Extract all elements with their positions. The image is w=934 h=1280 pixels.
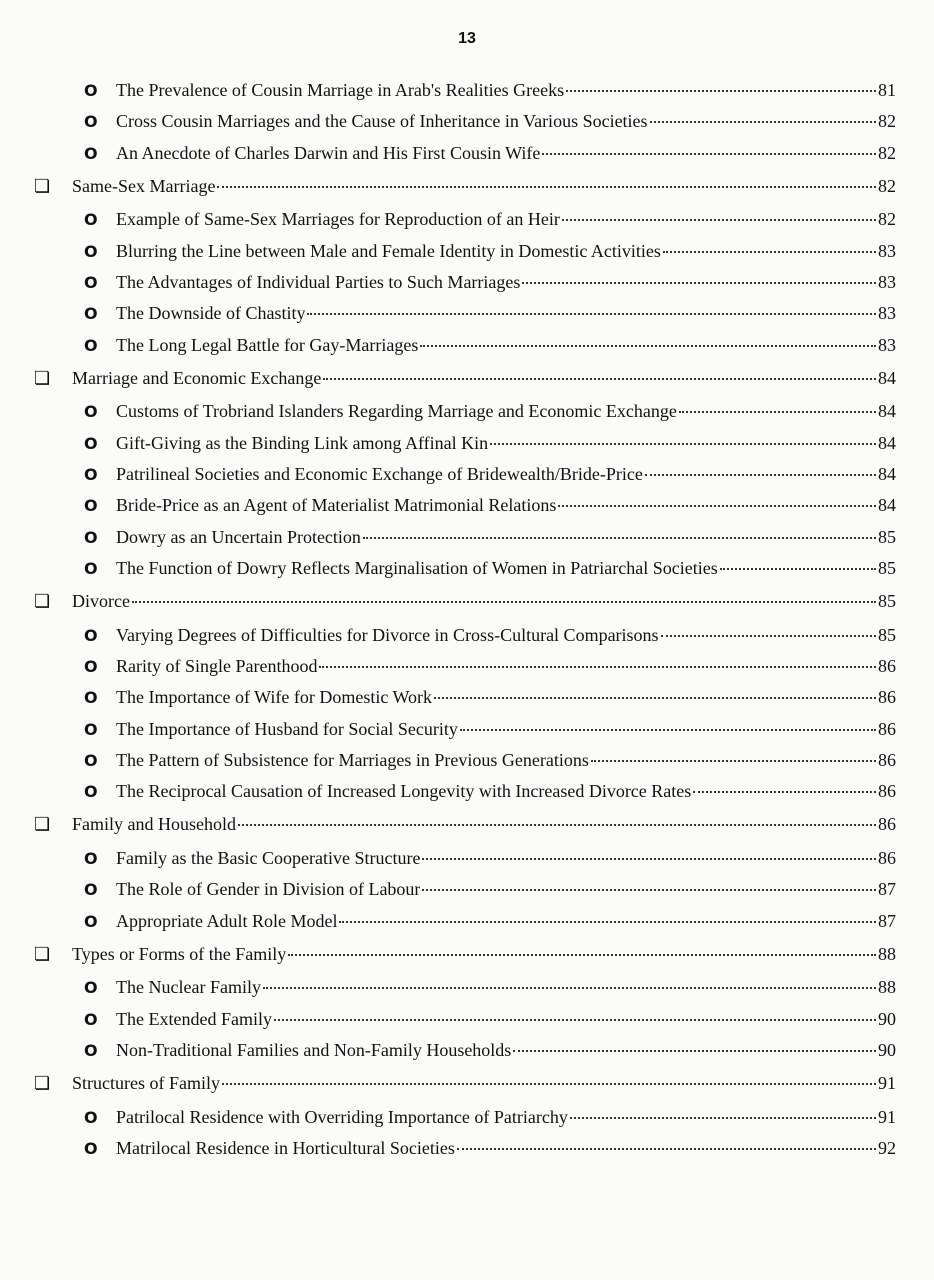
circle-bullet-icon: O [84,335,98,355]
toc-entry-page: 82 [878,111,896,132]
toc-entry-title: The Importance of Husband for Social Security [116,718,458,739]
toc-entry-page: 82 [878,209,896,230]
toc-entry-title: Blurring the Line between Male and Female Identity in Domestic Activities [116,240,661,261]
toc-subentry [28,335,896,366]
toc-subentry [28,848,896,879]
toc-entry-title: Bride-Price as an Agent of Materialist Matrimonial Relations [116,495,557,516]
toc-entry-title: An Anecdote of Charles Darwin and His First Cousin Wife [116,142,541,163]
toc-entry-title: The Prevalence of Cousin Marriage in Arab's Realities Greeks [116,80,565,100]
toc-subentry [28,1040,896,1071]
circle-bullet-icon: O [84,750,98,770]
toc-subentry [28,495,896,526]
toc-subentry [28,1107,896,1138]
toc-entry-title: The Nuclear Family [116,977,261,998]
toc-entry-page: 86 [878,847,896,868]
toc-entry-page: 86 [878,687,896,708]
dot-leader [558,505,876,507]
circle-bullet-icon: O [84,433,98,453]
dot-leader [513,1050,876,1052]
toc-entry-title: Appropriate Adult Role Model [116,910,338,931]
dot-leader [490,443,876,445]
dot-leader [319,666,876,668]
toc-entry-page: 82 [878,175,896,196]
dot-leader [591,760,876,762]
dot-leader [217,186,876,188]
dot-leader [661,635,876,637]
circle-bullet-icon: O [84,527,98,547]
circle-bullet-icon: O [84,558,98,578]
dot-leader [457,1148,876,1150]
toc-entry-page: 86 [878,814,896,835]
toc-subentry [28,750,896,781]
toc-subentry [28,464,896,495]
toc-subentry [28,80,896,111]
toc-entry-page: 86 [878,655,896,676]
dot-leader [222,1083,876,1085]
dot-leader [566,90,876,92]
circle-bullet-icon: O [84,402,98,422]
toc-entry-page: 83 [878,240,896,261]
toc-entry-page: 85 [878,526,896,547]
circle-bullet-icon: O [84,210,98,230]
toc-subentry [28,272,896,303]
toc-entry-page: 91 [878,1106,896,1127]
circle-bullet-icon: O [84,719,98,739]
toc-entry-title: The Pattern of Subsistence for Marriages in Previous Generations [116,749,589,770]
dot-leader [420,345,876,347]
circle-bullet-icon: O [84,143,98,163]
toc-subentry [28,433,896,464]
page-number: 13 [458,30,476,47]
dot-leader [323,378,876,380]
toc-entry-page: 84 [878,367,896,388]
toc-subentry [28,1009,896,1040]
toc-entry-title: The Role of Gender in Division of Labour [116,879,421,900]
dot-leader [650,121,876,123]
toc-entry-page: 92 [878,1138,896,1159]
toc-subentry [28,209,896,240]
toc-entry-page: 90 [878,1039,896,1060]
toc-section-entry [28,176,896,210]
circle-bullet-icon: O [84,1040,98,1060]
checkbox-square-icon: ❏ [34,1073,51,1095]
dot-leader [422,858,876,860]
toc-section-entry [28,944,896,978]
circle-bullet-icon: O [84,112,98,132]
toc-entry-title: Gift-Giving as the Binding Link among Affinal Kin [116,432,489,453]
checkbox-square-icon: ❏ [34,943,51,965]
toc-subentry [28,911,896,942]
toc-entry-title: Family as the Basic Cooperative Structure [116,847,421,868]
dot-leader [679,411,876,413]
circle-bullet-icon: O [84,1009,98,1029]
circle-bullet-icon: O [84,272,98,292]
circle-bullet-icon: O [84,782,98,802]
dot-leader [645,474,876,476]
toc-entry-title: Same-Sex Marriage [72,175,216,196]
toc-entry-page: 85 [878,624,896,645]
toc-entry-title: Family and Household [72,814,236,835]
dot-leader [132,601,876,603]
toc-subentry [28,879,896,910]
toc-subentry [28,401,896,432]
circle-bullet-icon: O [84,688,98,708]
toc-entry-page: 84 [878,495,896,516]
toc-entry-title: The Downside of Chastity [116,303,306,324]
toc-entry-page: 84 [878,432,896,453]
toc-section-entry [28,814,896,848]
toc-entry-title: The Function of Dowry Reflects Marginalisation of Women in Patriarchal Societies [116,557,718,578]
toc-subentry [28,687,896,718]
dot-leader [434,697,876,699]
toc-entry-page: 86 [878,781,896,802]
toc-entry-title: Dowry as an Uncertain Protection [116,526,361,547]
dot-leader [363,537,876,539]
toc-entry-title: Divorce [72,591,130,612]
circle-bullet-icon: O [84,81,98,100]
toc-entry-title: Patrilineal Societies and Economic Exchange of Bridewealth/Bride-Price [116,463,643,484]
checkbox-square-icon: ❏ [34,814,51,836]
toc-section-entry [28,591,896,625]
dot-leader [288,954,876,956]
circle-bullet-icon: O [84,978,98,998]
toc-entry-title: Structures of Family [72,1073,220,1094]
toc-entry-title: The Advantages of Individual Parties to Such Marriages [116,271,521,292]
toc-entry-title: Cross Cousin Marriages and the Cause of Inheritance in Various Societies [116,111,648,132]
toc-subentry [28,111,896,142]
toc-entry-page: 88 [878,943,896,964]
checkbox-square-icon: ❏ [34,591,51,613]
dot-leader [307,313,876,315]
dot-leader [460,729,876,731]
toc-entry-title: The Reciprocal Causation of Increased Longevity with Increased Divorce Rates [116,781,692,802]
toc-entry-page: 83 [878,334,896,355]
toc-section-entry [28,1073,896,1107]
toc-entry-page: 86 [878,718,896,739]
checkbox-square-icon: ❏ [34,367,51,389]
dot-leader [238,824,876,826]
toc-entry-title: Rarity of Single Parenthood [116,655,318,676]
dot-leader [522,282,876,284]
toc-entry-title: The Importance of Wife for Domestic Work [116,687,433,708]
toc-entry-page: 86 [878,749,896,770]
toc-entry-page: 90 [878,1008,896,1029]
toc-subentry [28,558,896,589]
toc-subentry [28,241,896,272]
dot-leader [274,1019,876,1021]
dot-leader [263,987,876,989]
dot-leader [562,219,876,221]
circle-bullet-icon: O [84,241,98,261]
table-of-contents [28,80,896,1169]
circle-bullet-icon: O [84,1139,98,1159]
dot-leader [542,153,876,155]
circle-bullet-icon: O [84,1107,98,1127]
toc-entry-title: Patrilocal Residence with Overriding Importance of Patriarchy [116,1106,568,1127]
toc-entry-title: Matrilocal Residence in Horticultural Societies [116,1138,455,1159]
dot-leader [693,791,876,793]
toc-subentry [28,625,896,656]
toc-subentry [28,781,896,812]
toc-subentry [28,656,896,687]
toc-entry-page: 88 [878,977,896,998]
dot-leader [720,568,876,570]
toc-subentry [28,527,896,558]
toc-entry-page: 84 [878,401,896,422]
toc-subentry [28,1138,896,1169]
toc-entry-title: Marriage and Economic Exchange [72,367,322,388]
toc-entry-title: The Long Legal Battle for Gay-Marriages [116,334,419,355]
circle-bullet-icon: O [84,496,98,516]
circle-bullet-icon: O [84,880,98,900]
toc-entry-page: 85 [878,557,896,578]
toc-entry-page: 82 [878,142,896,163]
circle-bullet-icon: O [84,848,98,868]
toc-entry-page: 91 [878,1073,896,1094]
toc-subentry [28,303,896,334]
toc-entry-page: 81 [878,80,896,100]
toc-entry-page: 83 [878,271,896,292]
toc-entry-title: The Extended Family [116,1008,272,1029]
dot-leader [339,921,876,923]
dot-leader [422,889,876,891]
circle-bullet-icon: O [84,911,98,931]
toc-entry-title: Types or Forms of the Family [72,943,287,964]
toc-section-entry [28,368,896,402]
toc-entry-title: Non-Traditional Families and Non-Family Households [116,1039,512,1060]
toc-entry-page: 87 [878,910,896,931]
toc-subentry [28,977,896,1008]
toc-entry-page: 84 [878,463,896,484]
circle-bullet-icon: O [84,625,98,645]
toc-entry-page: 83 [878,303,896,324]
dot-leader [663,251,876,253]
toc-entry-title: Varying Degrees of Difficulties for Divorce in Cross-Cultural Comparisons [116,624,659,645]
circle-bullet-icon: O [84,304,98,324]
circle-bullet-icon: O [84,464,98,484]
toc-subentry [28,719,896,750]
toc-entry-title: Example of Same-Sex Marriages for Reproduction of an Heir [116,209,560,230]
toc-entry-title: Customs of Trobriand Islanders Regarding Marriage and Economic Exchange [116,401,677,422]
toc-entry-page: 87 [878,879,896,900]
toc-subentry [28,143,896,174]
dot-leader [570,1117,876,1119]
checkbox-square-icon: ❏ [34,175,51,197]
circle-bullet-icon: O [84,656,98,676]
toc-entry-page: 85 [878,591,896,612]
